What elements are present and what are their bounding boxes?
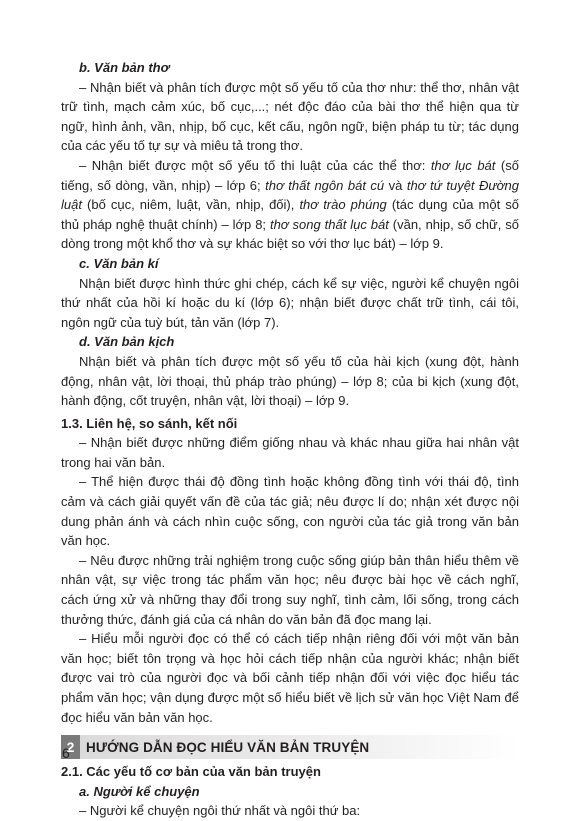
paragraph: – Thể hiện được thái độ đồng tình hoặc không đồng tình với thái độ, tình cảm và cách giải quyết vấn đề của tác giả; nêu được lí do; nhận xét được nội dung phản ánh và cách nhìn cuộc sống, con người của tác giả trong văn bản văn học. [61, 474, 519, 549]
section-number-badge: 2 [61, 735, 80, 759]
subheading-van-ban-ki: c. Văn bản kí [79, 255, 159, 271]
italic-term: thơ thất ngôn bát cú [265, 177, 385, 193]
subheading-van-ban-tho: b. Văn bản thơ [79, 60, 170, 75]
paragraph: – Nêu được những trải nghiệm trong cuộc sống giúp bản thân hiểu thêm về nhân vật, sự việc trong tác phẩm văn học; nêu được bài học về cách nghĩ, cách ứng xử và những thay đổi trong suy nghĩ, tình cảm, lối sống, trong cách thưởng thức, đánh giá của cá nhân do văn bản đã đọc mang lại. [61, 552, 519, 627]
subheading-nguoi-ke-chuyen: a. Người kể chuyện [79, 783, 200, 799]
section-title: HƯỚNG DẪN ĐỌC HIỂU VĂN BẢN TRUYỆN [86, 739, 370, 755]
text-run: và [384, 177, 407, 193]
paragraph: – Nhận biết được những điểm giống nhau và khác nhau giữa hai nhân vật trong hai văn bản. [61, 435, 519, 470]
text-run: (bố cục, niêm, luật, vần, nhịp, đối), [81, 197, 300, 213]
page-content [61, 58, 519, 821]
italic-term: thơ lục bát [430, 157, 496, 173]
italic-term: thơ trào phúng [299, 197, 387, 213]
paragraph: – Nhận biết và phân tích được một số yếu tố của thơ như: thể thơ, nhân vật trữ tình, mạch cảm xúc, bố cục,...; nét độc đáo của bài thơ thể hiện qua từ ngữ, hình ảnh, vần, nhịp, bố cục, kết cấu, ngôn ngữ, biện pháp tu từ; tác dụng của các yếu tố tự sự và miêu tả trong thơ. [61, 79, 519, 154]
paragraph: – Hiểu mỗi người đọc có thể có cách tiếp nhận riêng đối với một văn bản văn học; biết tôn trọng và học hỏi cách tiếp nhận của người khác; nhận biết được vai trò của người đọc và bối cảnh tiếp nhận đối với việc đọc hiểu tác phẩm văn học; vận dụng được một số hiểu biết về lịch sử văn học Việt Nam để đọc hiểu văn bản văn học. [61, 631, 519, 725]
section-heading-2-1: 2.1. Các yếu tố cơ bản của văn bản truyện [61, 764, 321, 780]
subheading-van-ban-kich: d. Văn bản kịch [79, 334, 175, 350]
italic-term: thơ song thất lục bát [269, 216, 389, 232]
paragraph: – Người kể chuyện ngôi thứ nhất và ngôi thứ ba: [79, 803, 361, 819]
section-heading-1-3: 1.3. Liên hệ, so sánh, kết nối [61, 415, 238, 431]
section-banner [61, 735, 519, 759]
italic-term: thơ tứ tuyệt Đường luật [61, 177, 519, 213]
text-run: (số tiếng, số dòng, vần, nhịp) – lớp 6; [61, 157, 519, 193]
text-run: (vần, nhịp, số chữ, số dòng trong một khổ thơ và sự khác biệt so với thơ lục bát) – lớp 9. [61, 216, 519, 252]
paragraph: Nhận biết được hình thức ghi chép, cách kể sự việc, người kể chuyện ngôi thứ nhất của hồi kí hoặc du kí (lớp 6); nhận biết được chất trữ tình, cái tôi, ngôn ngữ của tuỳ bút, tản văn (lớp 7). [61, 275, 519, 330]
page-number: 6 [62, 745, 70, 761]
text-run: (tác dụng của một số thủ pháp nghệ thuật chính) – lớp 8; [61, 197, 520, 232]
paragraph [61, 156, 519, 254]
paragraph: Nhận biết và phân tích được một số yếu tố của hài kịch (xung đột, hành động, nhân vật, lời thoại, thủ pháp trào phúng) – lớp 8; của bi kịch (xung đột, hành động, cốt truyện, nhân vật, lời thoại) – lớp 9. [61, 353, 519, 409]
text-run: – Nhận biết được một số yếu tố thi luật của các thể thơ: [79, 157, 431, 173]
